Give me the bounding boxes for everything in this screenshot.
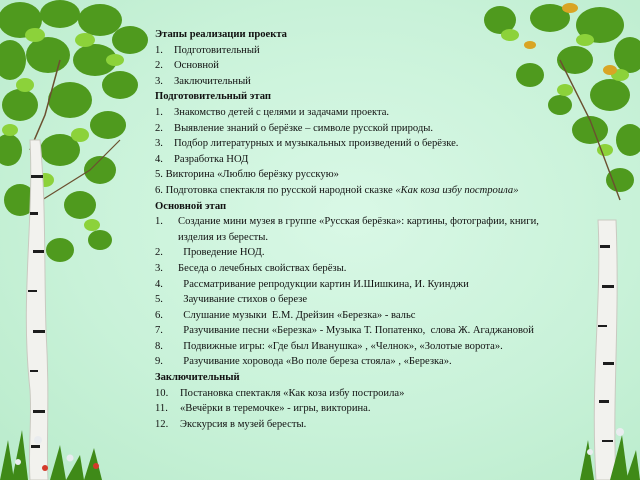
main-item: 2. Проведение НОД. bbox=[155, 247, 265, 259]
main-item: 7. Разучивание песни «Березка» - Музыка Т. Попатенко, слова Ж. Агаджановой bbox=[155, 325, 534, 337]
heading-final-stage: Заключительный bbox=[155, 372, 240, 384]
main-item: 8. Подвижные игры: «Где был Иванушка» , «Челнок», «Золотые ворота». bbox=[155, 340, 503, 352]
main-item: 1. Создание мини музея в группе «Русская берёзка»: картины, фотографии, книги, изделия из бересты. bbox=[155, 216, 539, 243]
prep-item: 4. Разработка НОД bbox=[155, 153, 249, 165]
main-item: 9. Разучивание хоровода «Во поле береза стояла» , «Березка». bbox=[155, 356, 452, 368]
heading-project-stages: Этапы реализации проекта bbox=[155, 29, 287, 40]
main-item: 6. Слушание музыки Е.М. Дрейзин «Березка» - вальс bbox=[155, 309, 416, 321]
main-item: 3. Беседа о лечебных свойствах берёзы. bbox=[155, 262, 347, 274]
project-stages-text bbox=[155, 27, 550, 432]
heading-preparatory-stage: Подготовительный этап bbox=[155, 91, 271, 103]
main-item: 4. Рассматривание репродукции картин И.Шишкина, И. Куинджи bbox=[155, 278, 469, 290]
final-item: 11. «Вечёрки в теремочке» - игры, викторина. bbox=[155, 403, 371, 415]
final-item: 10. Постановка спектакля «Как коза избу построила» bbox=[155, 387, 405, 399]
heading-main-stage: Основной этап bbox=[155, 200, 227, 212]
prep-item-quiz: 5. Викторина «Люблю берёзку русскую» bbox=[155, 169, 339, 181]
final-item: 12. Экскурсия в музей бересты. bbox=[155, 418, 307, 430]
birch-tree-left-illustration bbox=[0, 0, 160, 480]
main-item: 5. Заучивание стихов о березе bbox=[155, 294, 308, 306]
prep-item: 1. Знакомство детей с целями и задачами проекта. bbox=[155, 106, 390, 118]
fairy-tale-title: «Как коза избу построила» bbox=[395, 184, 519, 196]
stage-item: 3. Заключительный bbox=[155, 75, 251, 87]
stage-item: 2. Основной bbox=[155, 60, 219, 72]
stage-item: 1. Подготовительный bbox=[155, 44, 260, 56]
prep-item: 3. Подбор литературных и музыкальных произведений о берёзке. bbox=[155, 138, 459, 150]
prep-item-performance: 6. Подготовка спектакля по русской народной сказке «Как коза избу построила» bbox=[155, 184, 519, 196]
prep-item: 2. Выявление знаний о берёзке – символе русской природы. bbox=[155, 122, 434, 134]
